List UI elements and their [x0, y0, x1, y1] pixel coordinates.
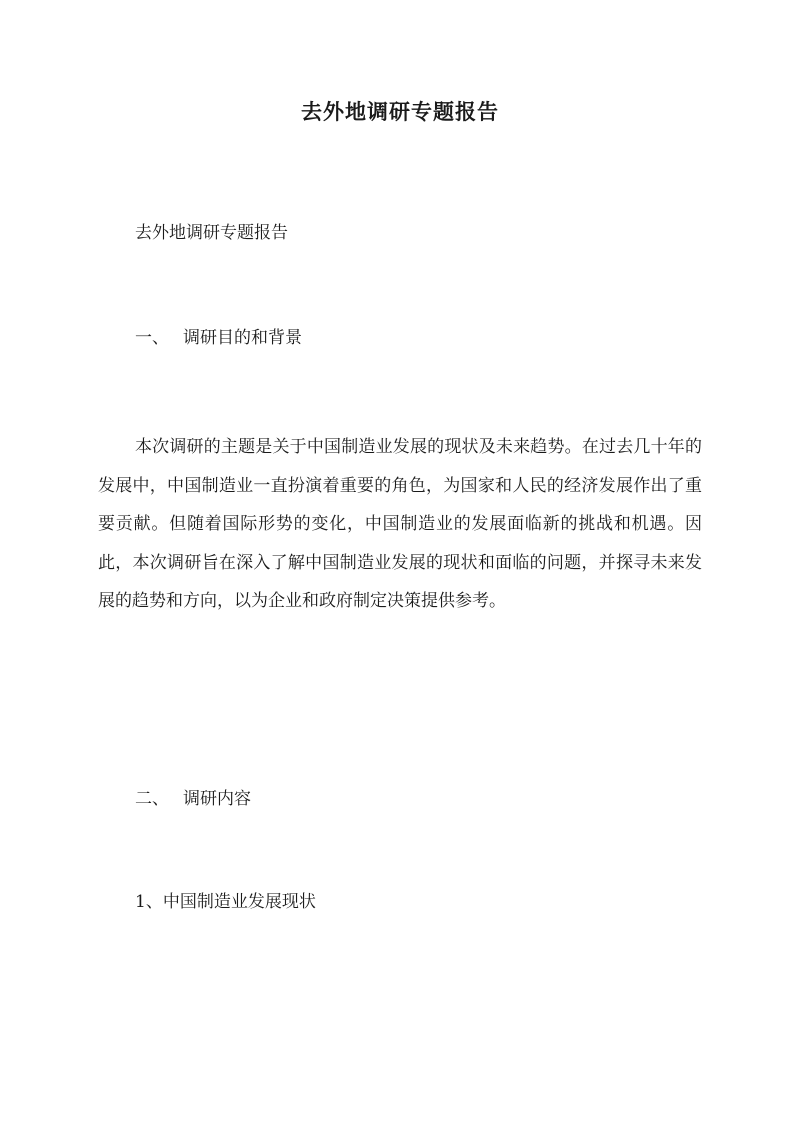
- section-heading-1: [135, 323, 302, 348]
- section-paragraph-1: 本次调研的主题是关于中国制造业发展的现状及未来趋势。在过去几十年的发展中，中国制造业一直扮演着重要的角色，为国家和人民的经济发展作出了重要贡献。但随着国际形势的变化，中国制造业的发展面临新的挑战和机遇。因此，本次调研旨在深入了解中国制造业发展的现状和面临的问题，并探寻未来发展的趋势和方向，以为企业和政府制定决策提供参考。: [98, 437, 702, 611]
- section-heading-text-1: 调研目的和背景: [183, 328, 302, 348]
- page-title: 去外地调研专题报告: [301, 99, 499, 124]
- section-heading-text-2: 调研内容: [183, 789, 251, 809]
- section-heading-2: [135, 784, 251, 809]
- subsection-item-1: 1、中国制造业发展现状: [135, 892, 316, 912]
- document-subtitle: 去外地调研专题报告: [135, 223, 288, 243]
- section-number-2: 二、: [135, 789, 169, 809]
- section-number-1: 一、: [135, 328, 169, 348]
